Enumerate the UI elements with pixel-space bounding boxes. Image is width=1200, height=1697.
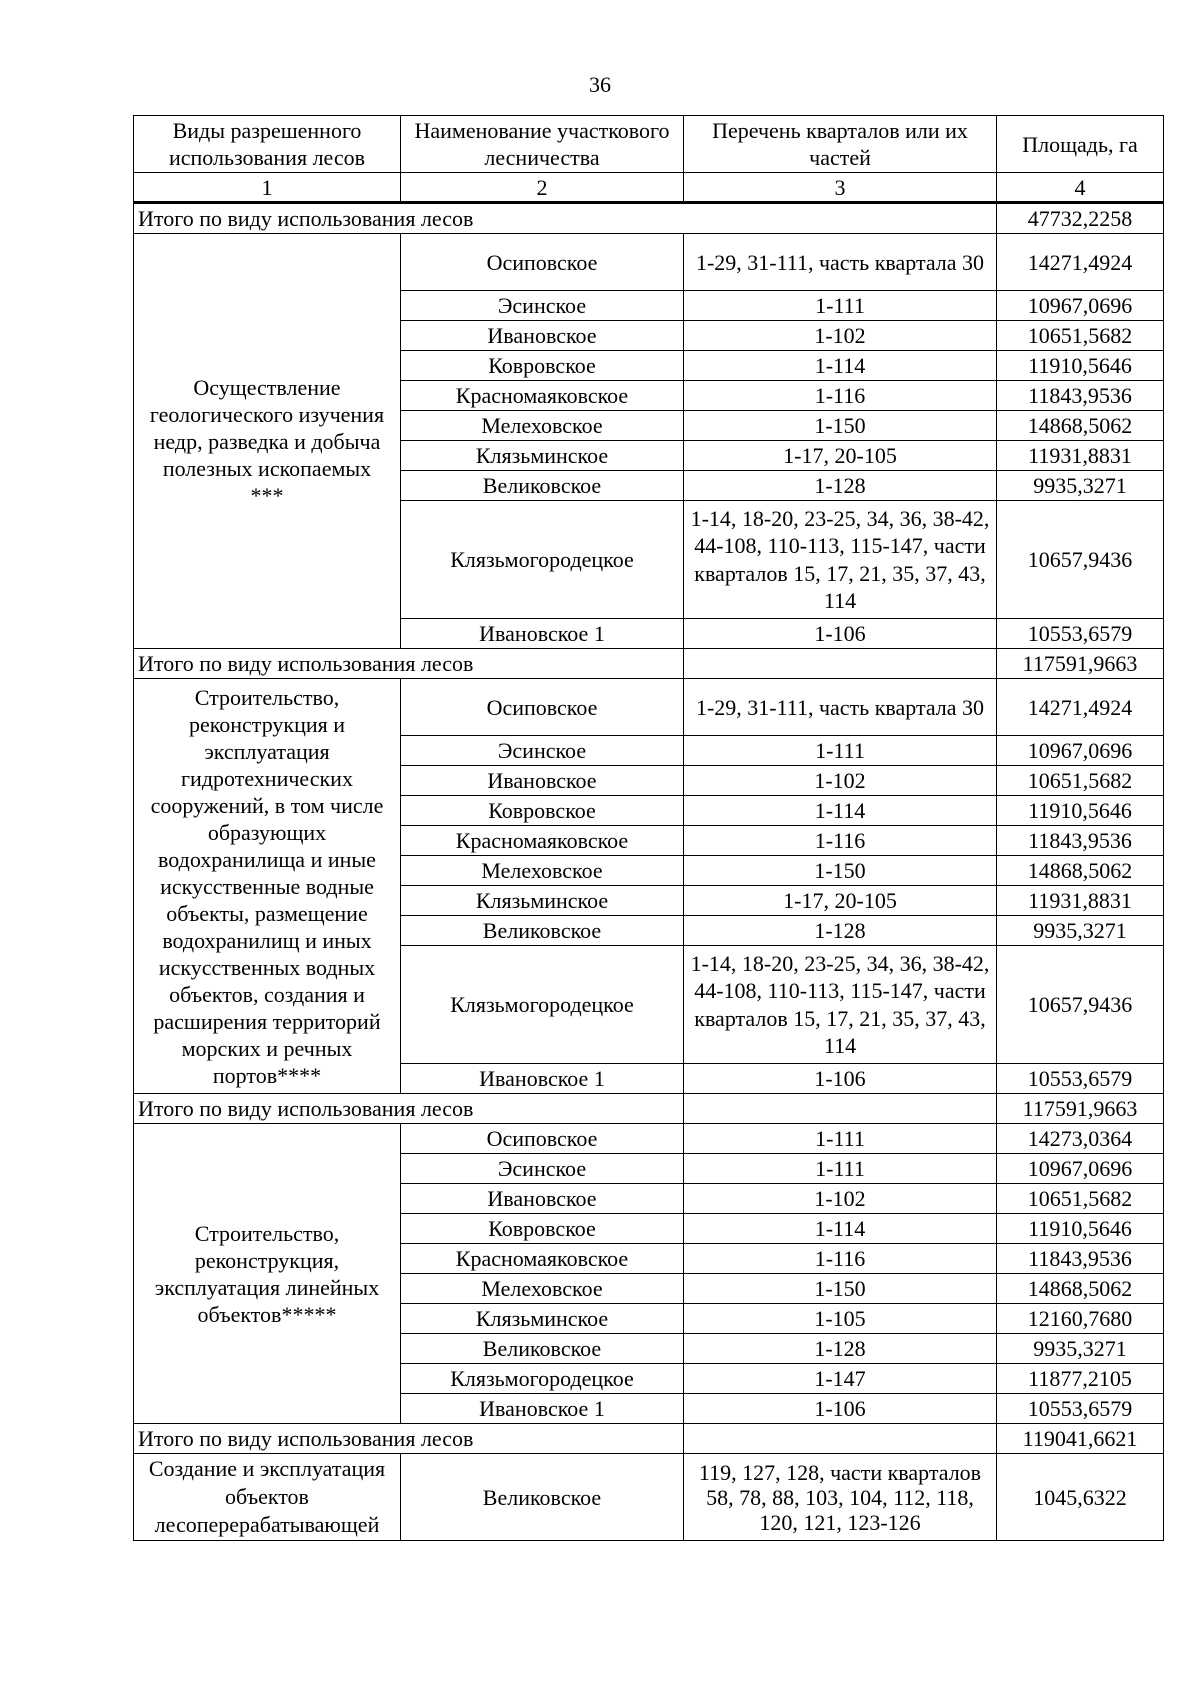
table-row <box>134 1454 1164 1541</box>
area-value: 11843,9536 <box>997 1244 1164 1274</box>
area-value: 9935,3271 <box>997 1334 1164 1364</box>
area-value: 10651,5682 <box>997 766 1164 796</box>
quarters-list <box>684 501 997 619</box>
quarters-list: 1-150 <box>684 1274 997 1304</box>
forestry-name: Клязьминское <box>401 886 684 916</box>
table-row <box>134 1124 1164 1154</box>
quarters-list: 1-17, 20-105 <box>684 441 997 471</box>
quarters-list: 1-116 <box>684 1244 997 1274</box>
area-value: 11910,5646 <box>997 351 1164 381</box>
forestry-name: Ивановское 1 <box>401 1064 684 1094</box>
column-number-row <box>134 173 1164 203</box>
area-value: 14271,4924 <box>997 679 1164 736</box>
area-value: 11910,5646 <box>997 1214 1164 1244</box>
quarters-list: 1-106 <box>684 619 997 649</box>
total-area: 117591,9663 <box>997 1094 1164 1124</box>
quarters-tail: части кварталов 15, 17, 21, 35, 37, 43, 114 <box>694 533 986 613</box>
forest-use-table <box>133 115 1164 1541</box>
quarters-list: 1-114 <box>684 1214 997 1244</box>
total-row <box>134 1094 1164 1124</box>
area-value: 1045,6322 <box>997 1454 1164 1541</box>
header-cell: Площадь, га <box>997 116 1164 173</box>
forestry-name: Великовское <box>401 471 684 501</box>
quarters-list: 1-116 <box>684 826 997 856</box>
table-row <box>134 679 1164 736</box>
quarters-list: 1-111 <box>684 736 997 766</box>
forestry-name: Ивановское 1 <box>401 619 684 649</box>
total-empty-cell <box>684 1424 997 1454</box>
quarters-list: 1-116 <box>684 381 997 411</box>
header-cell: Перечень кварталов или их частей <box>684 116 997 173</box>
area-value: 10657,9436 <box>997 946 1164 1064</box>
forestry-name: Осиповское <box>401 679 684 736</box>
quarters-list: 1-29, 31-111, часть квартала 30 <box>684 679 997 736</box>
footnote-marker: *** <box>250 482 284 508</box>
total-label: Итого по виду использования лесов <box>134 649 684 679</box>
forestry-name: Мелеховское <box>401 856 684 886</box>
quarters-list: 1-105 <box>684 1304 997 1334</box>
area-value: 10967,0696 <box>997 736 1164 766</box>
quarters-list: 1-17, 20-105 <box>684 886 997 916</box>
forestry-name: Эсинское <box>401 291 684 321</box>
use-type-cell: Строительство, реконструкция, эксплуатация линейных объектов***** <box>134 1124 401 1424</box>
quarters-list: 1-29, 31-111, часть квартала 30 <box>684 234 997 291</box>
use-type-text: Осуществление геологического изучения недр, разведка и добыча полезных ископаемых <box>149 374 385 481</box>
forestry-name: Клязьмогородецкое <box>401 501 684 619</box>
area-value: 9935,3271 <box>997 471 1164 501</box>
total-empty-cell <box>684 1094 997 1124</box>
total-label: Итого по виду использования лесов <box>134 1094 684 1124</box>
header-cell: Наименование участкового лесничества <box>401 116 684 173</box>
quarters-list: 1-128 <box>684 471 997 501</box>
forestry-name: Мелеховское <box>401 1274 684 1304</box>
area-value: 11843,9536 <box>997 826 1164 856</box>
column-number: 1 <box>134 173 401 203</box>
page-number: 36 <box>589 72 611 97</box>
quarters-list: 1-114 <box>684 351 997 381</box>
quarters-list: 1-150 <box>684 856 997 886</box>
forestry-name: Красномаяковское <box>401 1244 684 1274</box>
column-number: 4 <box>997 173 1164 203</box>
quarters-list: 1-111 <box>684 1124 997 1154</box>
area-value: 14868,5062 <box>997 856 1164 886</box>
total-area: 117591,9663 <box>997 649 1164 679</box>
column-number: 3 <box>684 173 997 203</box>
area-value: 14868,5062 <box>997 411 1164 441</box>
quarters-list: 1-102 <box>684 1184 997 1214</box>
area-value: 11931,8831 <box>997 441 1164 471</box>
forestry-name: Великовское <box>401 1334 684 1364</box>
quarters-list: 1-106 <box>684 1064 997 1094</box>
use-type-cell: Строительство, реконструкция и эксплуатация гидротехнических сооружений, в том числе образующих водохранилища и иные искусственные водные объекты, размещение водохранилищ и иных искусственных водных объектов, создания и расширения территорий морских и речных портов**** <box>134 679 401 1094</box>
quarters-list: 119, 127, 128, части кварталов 58, 78, 88, 103, 104, 112, 118, 120, 121, 123-126 <box>684 1454 997 1541</box>
area-value: 10967,0696 <box>997 291 1164 321</box>
forestry-name: Красномаяковское <box>401 826 684 856</box>
forestry-name: Клязьминское <box>401 441 684 471</box>
column-number: 2 <box>401 173 684 203</box>
quarters-list: 1-150 <box>684 411 997 441</box>
quarters-list: 1-147 <box>684 1364 997 1394</box>
forestry-name: Осиповское <box>401 234 684 291</box>
header-cell: Виды разрешенного использования лесов <box>134 116 401 173</box>
forestry-name: Осиповское <box>401 1124 684 1154</box>
area-value: 14868,5062 <box>997 1274 1164 1304</box>
forestry-name: Ковровское <box>401 796 684 826</box>
area-value: 10553,6579 <box>997 619 1164 649</box>
forestry-name: Великовское <box>401 1454 684 1541</box>
total-empty-cell <box>684 649 997 679</box>
forestry-name: Клязьмогородецкое <box>401 946 684 1064</box>
quarters-list: 1-102 <box>684 766 997 796</box>
forestry-name: Эсинское <box>401 736 684 766</box>
total-area: 119041,6621 <box>997 1424 1164 1454</box>
quarters-list: 1-128 <box>684 916 997 946</box>
forestry-name: Клязьмогородецкое <box>401 1364 684 1394</box>
total-row <box>134 1424 1164 1454</box>
forestry-name: Красномаяковское <box>401 381 684 411</box>
forestry-name: Эсинское <box>401 1154 684 1184</box>
quarters-list <box>684 946 997 1064</box>
table-row <box>134 234 1164 291</box>
forestry-name: Ивановское <box>401 321 684 351</box>
use-type-cell <box>134 234 401 649</box>
total-area: 47732,2258 <box>997 203 1164 234</box>
area-value: 14273,0364 <box>997 1124 1164 1154</box>
area-value: 10967,0696 <box>997 1154 1164 1184</box>
forestry-name: Ивановское <box>401 766 684 796</box>
area-value: 10657,9436 <box>997 501 1164 619</box>
area-value: 14271,4924 <box>997 234 1164 291</box>
total-row <box>134 203 1164 234</box>
area-value: 10651,5682 <box>997 1184 1164 1214</box>
quarters-tail: части кварталов 15, 17, 21, 35, 37, 43, 114 <box>694 978 986 1058</box>
quarters-list: 1-111 <box>684 291 997 321</box>
area-value: 11843,9536 <box>997 381 1164 411</box>
forestry-name: Ивановское 1 <box>401 1394 684 1424</box>
area-value: 10651,5682 <box>997 321 1164 351</box>
forestry-name: Великовское <box>401 916 684 946</box>
forestry-name: Ивановское <box>401 1184 684 1214</box>
area-value: 10553,6579 <box>997 1064 1164 1094</box>
area-value: 9935,3271 <box>997 916 1164 946</box>
forestry-name: Мелеховское <box>401 411 684 441</box>
quarters-list: 1-128 <box>684 1334 997 1364</box>
total-label: Итого по виду использования лесов <box>134 203 997 234</box>
quarters-list: 1-114 <box>684 796 997 826</box>
area-value: 11910,5646 <box>997 796 1164 826</box>
quarters-list: 1-111 <box>684 1154 997 1184</box>
total-label: Итого по виду использования лесов <box>134 1424 684 1454</box>
forestry-name: Клязьминское <box>401 1304 684 1334</box>
use-type-cell: Создание и эксплуатация объектов лесоперерабатывающей <box>134 1454 401 1541</box>
forestry-name: Ковровское <box>401 1214 684 1244</box>
area-value: 11931,8831 <box>997 886 1164 916</box>
quarters-main: 1-14, 18-20, 23-25, 34, 36, 38-42, 44-108, 110-113, 115-147, <box>690 950 990 1003</box>
quarters-list: 1-106 <box>684 1394 997 1424</box>
area-value: 10553,6579 <box>997 1394 1164 1424</box>
quarters-main: 1-14, 18-20, 23-25, 34, 36, 38-42, 44-108, 110-113, 115-147, <box>690 505 990 558</box>
quarters-list: 1-102 <box>684 321 997 351</box>
area-value: 12160,7680 <box>997 1304 1164 1334</box>
area-value: 11877,2105 <box>997 1364 1164 1394</box>
table-header-row <box>134 116 1164 173</box>
total-row <box>134 649 1164 679</box>
forestry-name: Ковровское <box>401 351 684 381</box>
